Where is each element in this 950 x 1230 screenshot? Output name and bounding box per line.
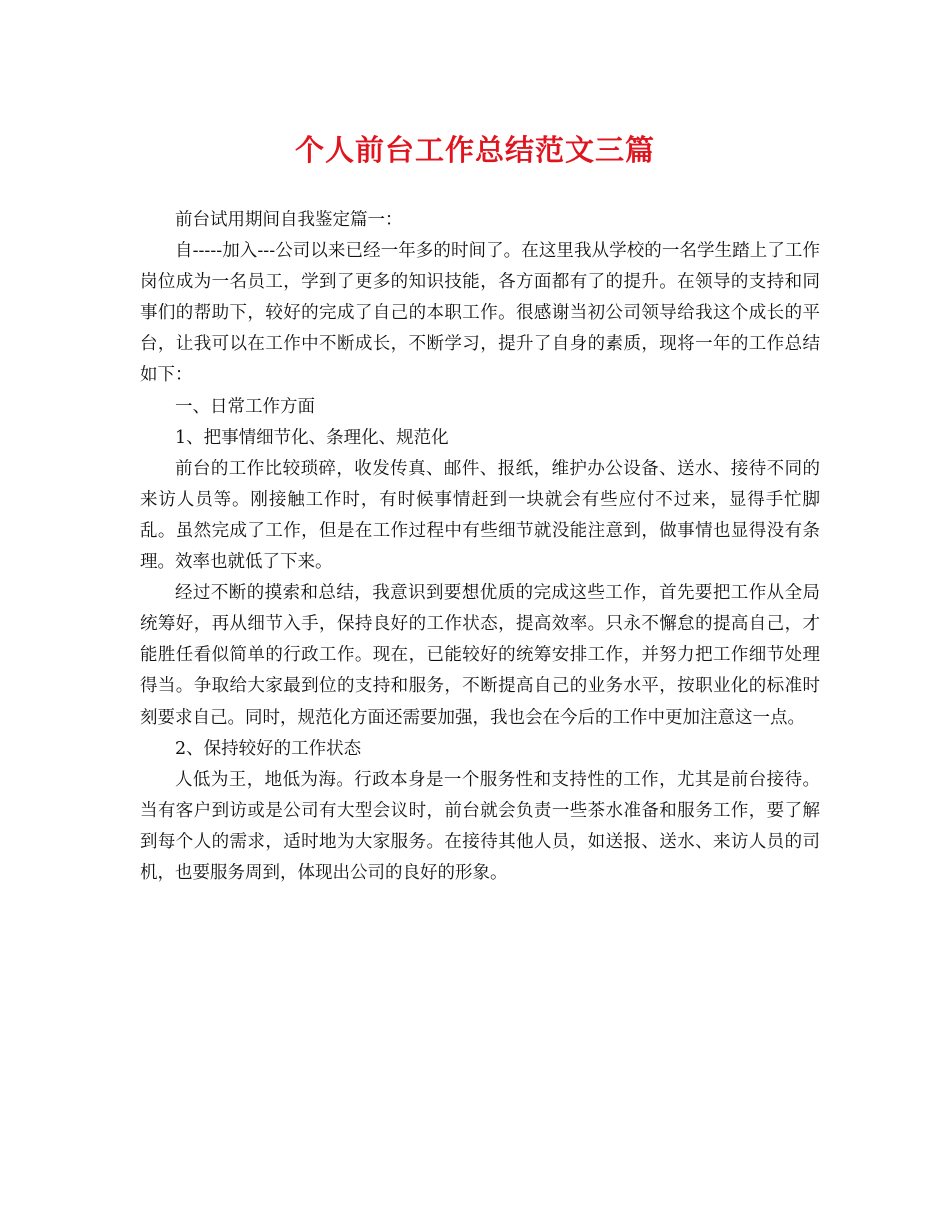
item-heading: 1、把事情细节化、条理化、规范化 <box>175 427 449 448</box>
body-paragraph: 自-----加入---公司以来已经一年多的时间了。在这里我从学校的一名学生踏上了工作岗位成为一名员工，学到了更多的知识技能，各方面都有了的提升。在领导的支持和同事们的帮助下，较好的完成了自己的本职工作。很感谢当初公司领导给我这个成长的平台，让我可以在工作中不断成长，不断学习，提升了自身的素质，现将一年的工作总结如下： <box>140 241 820 386</box>
document-title: 个人前台工作总结范文三篇 <box>294 133 655 167</box>
document-body <box>140 205 820 889</box>
body-paragraph: 人低为王，地低为海。行政本身是一个服务性和支持性的工作，尤其是前台接待。当有客户到访或是公司有大型会议时，前台就会负责一些茶水准备和服务工作，要了解到每个人的需求，适时地为大家服务。在接待其他人员，如送报、送水、来访人员的司机，也要服务周到，体现出公司的良好的形象。 <box>140 769 820 883</box>
body-paragraph: 前台的工作比较琐碎，收发传真、邮件、报纸，维护办公设备、送水、接待不同的来访人员等。刚接触工作时，有时候事情赶到一块就会有些应付不过来，显得手忙脚乱。虽然完成了工作，但是在工作过程中有些细节就没能注意到，做事情也显得没有条理。效率也就低了下来。 <box>140 458 820 573</box>
body-paragraph: 经过不断的摸索和总结，我意识到要想优质的完成这些工作，首先要把工作从全局统筹好，再从细节入手，保持良好的工作状态，提高效率。只永不懈怠的提高自己，才能胜任看似简单的行政工作。现在，已能较好的统筹安排工作，并努力把工作细节处理得当。争取给大家最到位的支持和服务，不断提高自己的业务水平，按职业化的标准时刻要求自己。同时，规范化方面还需要加强，我也会在今后的工作中更加注意这一点。 <box>140 583 820 728</box>
subsection-heading: 一、日常工作方面 <box>175 396 315 417</box>
item-heading: 2、保持较好的工作状态 <box>175 738 362 759</box>
section-heading: 前台试用期间自我鉴定篇一： <box>175 210 403 230</box>
